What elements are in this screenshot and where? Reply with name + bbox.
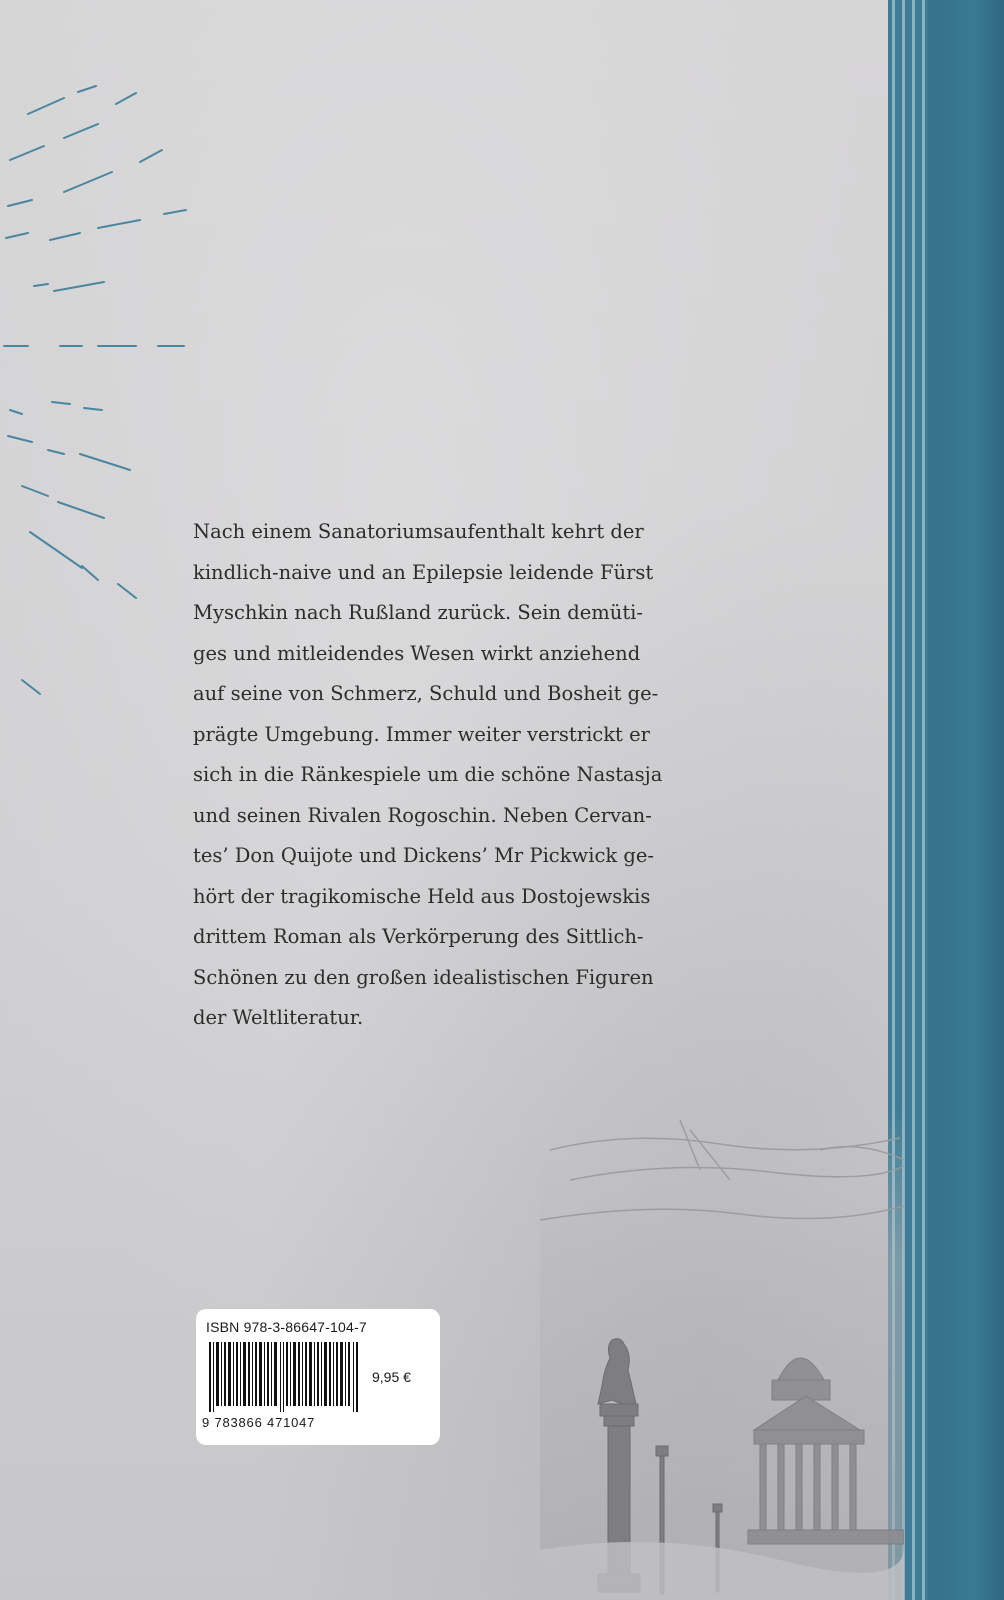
blurb-line: auf seine von Schmerz, Schuld und Bosheit ge- — [193, 682, 659, 705]
blurb-line: Schönen zu den großen idealistischen Figuren — [193, 965, 654, 989]
blurb-line: Nach einem Sanatoriumsaufenthalt kehrt der — [193, 520, 644, 543]
barcode-digits: 9 783866 471047 — [202, 1415, 316, 1430]
book-spine — [888, 0, 1004, 1600]
st-petersburg-column-illustration — [540, 1110, 904, 1600]
price-tag: 9,95 € — [372, 1369, 411, 1385]
blurb-line: hört der tragikomische Held aus Dostojewskis — [193, 884, 651, 908]
spine-band — [928, 0, 1004, 1600]
barcode-icon — [209, 1342, 361, 1412]
light-rays-icon — [0, 0, 220, 730]
blurb-line: und seinen Rivalen Rogoschin. Neben Cervan- — [193, 803, 652, 827]
blurb-line: kindlich-naive und an Epilepsie leidende Fürst — [193, 560, 654, 584]
spine-stripe — [912, 0, 915, 1600]
blurb-line: der Weltliteratur. — [193, 1006, 364, 1029]
blurb-line: ges und mitleidendes Wesen wirkt anziehend — [193, 641, 641, 665]
isbn-number: ISBN 978-3-86647-104-7 — [206, 1319, 367, 1335]
spine-stripe — [922, 0, 925, 1600]
blurb-line: tes’ Don Quijote und Dickens’ Mr Pickwick ge- — [193, 844, 655, 867]
blurb-text — [193, 512, 753, 1039]
blurb-line: prägte Umgebung. Immer weiter verstrickt er — [193, 722, 650, 746]
blurb-line: drittem Roman als Verkörperung des Sittlich- — [193, 925, 644, 948]
barcode-sticker — [196, 1309, 440, 1445]
blurb-line: sich in die Ränkespiele um die schöne Nastasja — [193, 763, 663, 786]
blurb-line: Myschkin nach Rußland zurück. Sein demüti- — [193, 601, 643, 624]
